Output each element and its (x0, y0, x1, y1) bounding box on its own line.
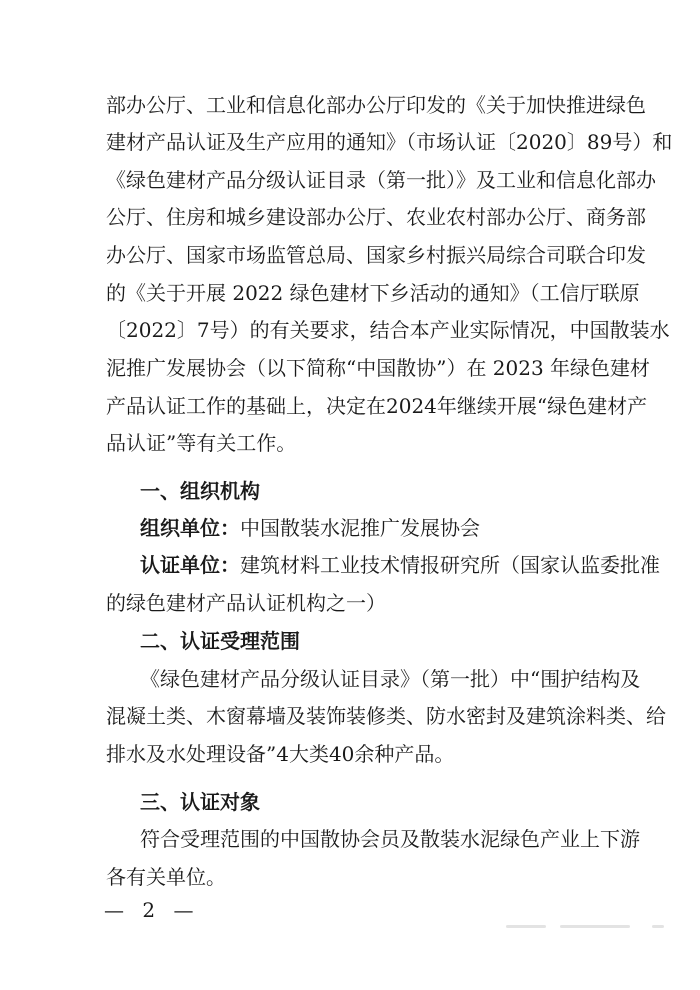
page-number: — 2 — (104, 898, 200, 922)
paragraph-line: 的《关于开展 2022 绿色建材下乡活动的通知》（工信厅联原 (106, 281, 640, 305)
paragraph-line: 公厅、住房和城乡建设部办公厅、农业农村部办公厅、商务部 (106, 205, 646, 229)
organizer-value: 中国散装水泥推广发展协会 (240, 516, 480, 540)
paragraph-line: 建材产品认证及生产应用的通知》（市场认证〔2020〕89号）和 (106, 130, 673, 154)
paragraph-line: 办公厅、国家市场监管总局、国家乡村振兴局综合司联合印发 (106, 243, 646, 267)
certifier-row (140, 553, 660, 577)
paragraph-line: 〔2022〕7号）的有关要求，结合本产业实际情况，中国散装水 (106, 318, 670, 342)
organizer-label: 组织单位： (140, 516, 240, 540)
scan-artifact (560, 925, 630, 928)
paragraph-line: 产品认证工作的基础上，决定在2024年继续开展“绿色建材产 (106, 394, 648, 418)
paragraph-line: 混凝土类、木窗幕墙及装饰装修类、防水密封及建筑涂料类、给 (106, 704, 666, 728)
certifier-label: 认证单位： (140, 553, 240, 577)
paragraph-line: 品认证”等有关工作。 (106, 431, 297, 455)
scan-artifact (506, 925, 546, 928)
section-heading-scope: 二、认证受理范围 (140, 629, 300, 653)
paragraph-line: 符合受理范围的中国散协会员及散装水泥绿色产业上下游 (140, 827, 640, 851)
paragraph-line: 《绿色建材产品分级认证目录（第一批）》及工业和信息化部办 (106, 168, 656, 192)
paragraph-line: 泥推广发展协会（以下简称“中国散协”）在 2023 年绿色建材 (106, 356, 651, 380)
paragraph-line: 部办公厅、工业和信息化部办公厅印发的《关于加快推进绿色 (106, 93, 646, 117)
scan-artifact (652, 925, 664, 928)
paragraph-line: 各有关单位。 (106, 865, 226, 889)
certifier-value: 建筑材料工业技术情报研究所（国家认监委批准 (240, 553, 660, 577)
paragraph-line: 《绿色建材产品分级认证目录》（第一批）中“围护结构及 (140, 667, 641, 691)
organizer-row (140, 516, 480, 540)
certifier-value-continued: 的绿色建材产品认证机构之一） (106, 591, 386, 615)
section-heading-target: 三、认证对象 (140, 790, 260, 814)
section-heading-organization: 一、组织机构 (140, 479, 260, 503)
paragraph-line: 排水及水处理设备”4大类40余种产品。 (106, 742, 455, 766)
